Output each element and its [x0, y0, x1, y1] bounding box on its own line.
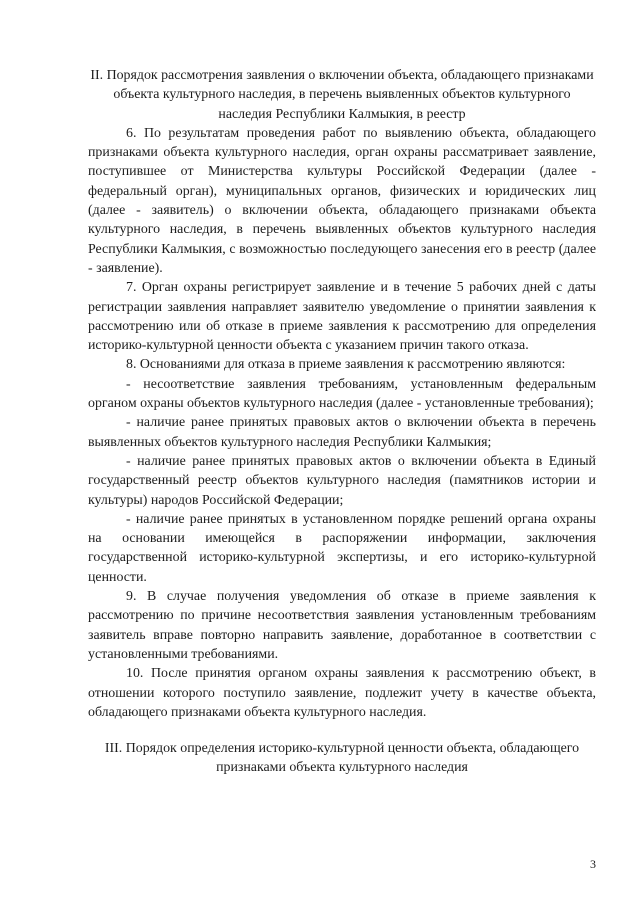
- paragraph-10: 10. После принятия органом охраны заявления к рассмотрению объект, в отношении которого поступило заявление, подлежит учету в качестве объекта, обладающего признаками объекта культурного наследия.: [88, 666, 596, 720]
- section-2-heading: II. Порядок рассмотрения заявления о включении объекта, обладающего признаками объекта культурного наследия, в перечень выявленных объектов культурного наследия Республики Калмыкия, в реестр: [90, 68, 594, 122]
- page-number: 3: [590, 857, 596, 871]
- paragraph-8-item-1: - несоответствие заявления требованиям, установленным федеральным органом охраны объектов культурного наследия (далее - установленные требования);: [88, 376, 596, 412]
- paragraph-8-item-3: - наличие ранее принятых правовых актов о включении объекта в Единый государственный реестр объектов культурного наследия (памятников истории и культуры) народов Российской Федерации;: [88, 453, 596, 508]
- paragraph-6: 6. По результатам проведения работ по выявлению объекта, обладающего признаками объекта культурного наследия, орган охраны рассматривает заявление, поступившее от Министерства культуры Российской Федерации (далее - федеральный орган), муниципальных органов, физических и юридических лиц (далее - заявитель) о включении объекта, обладающего признаками объекта культурного наследия, в перечень выявленных объектов культурного наследия Республики Калмыкия, с возможностью последующего занесения его в реестр (далее - заявление).: [88, 125, 596, 276]
- paragraph-8: 8. Основаниями для отказа в приеме заявления к рассмотрению являются:: [126, 357, 566, 373]
- paragraph-9: 9. В случае получения уведомления об отказе в приеме заявления к рассмотрению по причине несоответствия заявления установленным требованиям заявитель вправе повторно направить заявление, доработанное в соответствии с установленными требованиями.: [88, 589, 596, 662]
- document-page: [88, 66, 596, 778]
- section-3-heading: III. Порядок определения историко-культурной ценности объекта, обладающего признаками объекта культурного наследия: [104, 741, 580, 776]
- paragraph-8-item-4: - наличие ранее принятых в установленном порядке решений органа охраны на основании имеющейся в распоряжении информации, заключения государственной историко-культурной экспертизы, и его историко-культурной ценности.: [88, 511, 596, 585]
- paragraph-7: 7. Орган охраны регистрирует заявление и в течение 5 рабочих дней с даты регистрации заявления направляет заявителю уведомление о принятии заявления к рассмотрению или об отказе в приеме заявления к рассмотрению для определения историко-культурной ценности объекта с указанием причин такого отказа.: [88, 280, 596, 354]
- section-spacer: [88, 722, 596, 739]
- paragraph-8-item-2: - наличие ранее принятых правовых актов о включении объекта в перечень выявленных объектов культурного наследия Республики Калмыкия;: [88, 415, 596, 450]
